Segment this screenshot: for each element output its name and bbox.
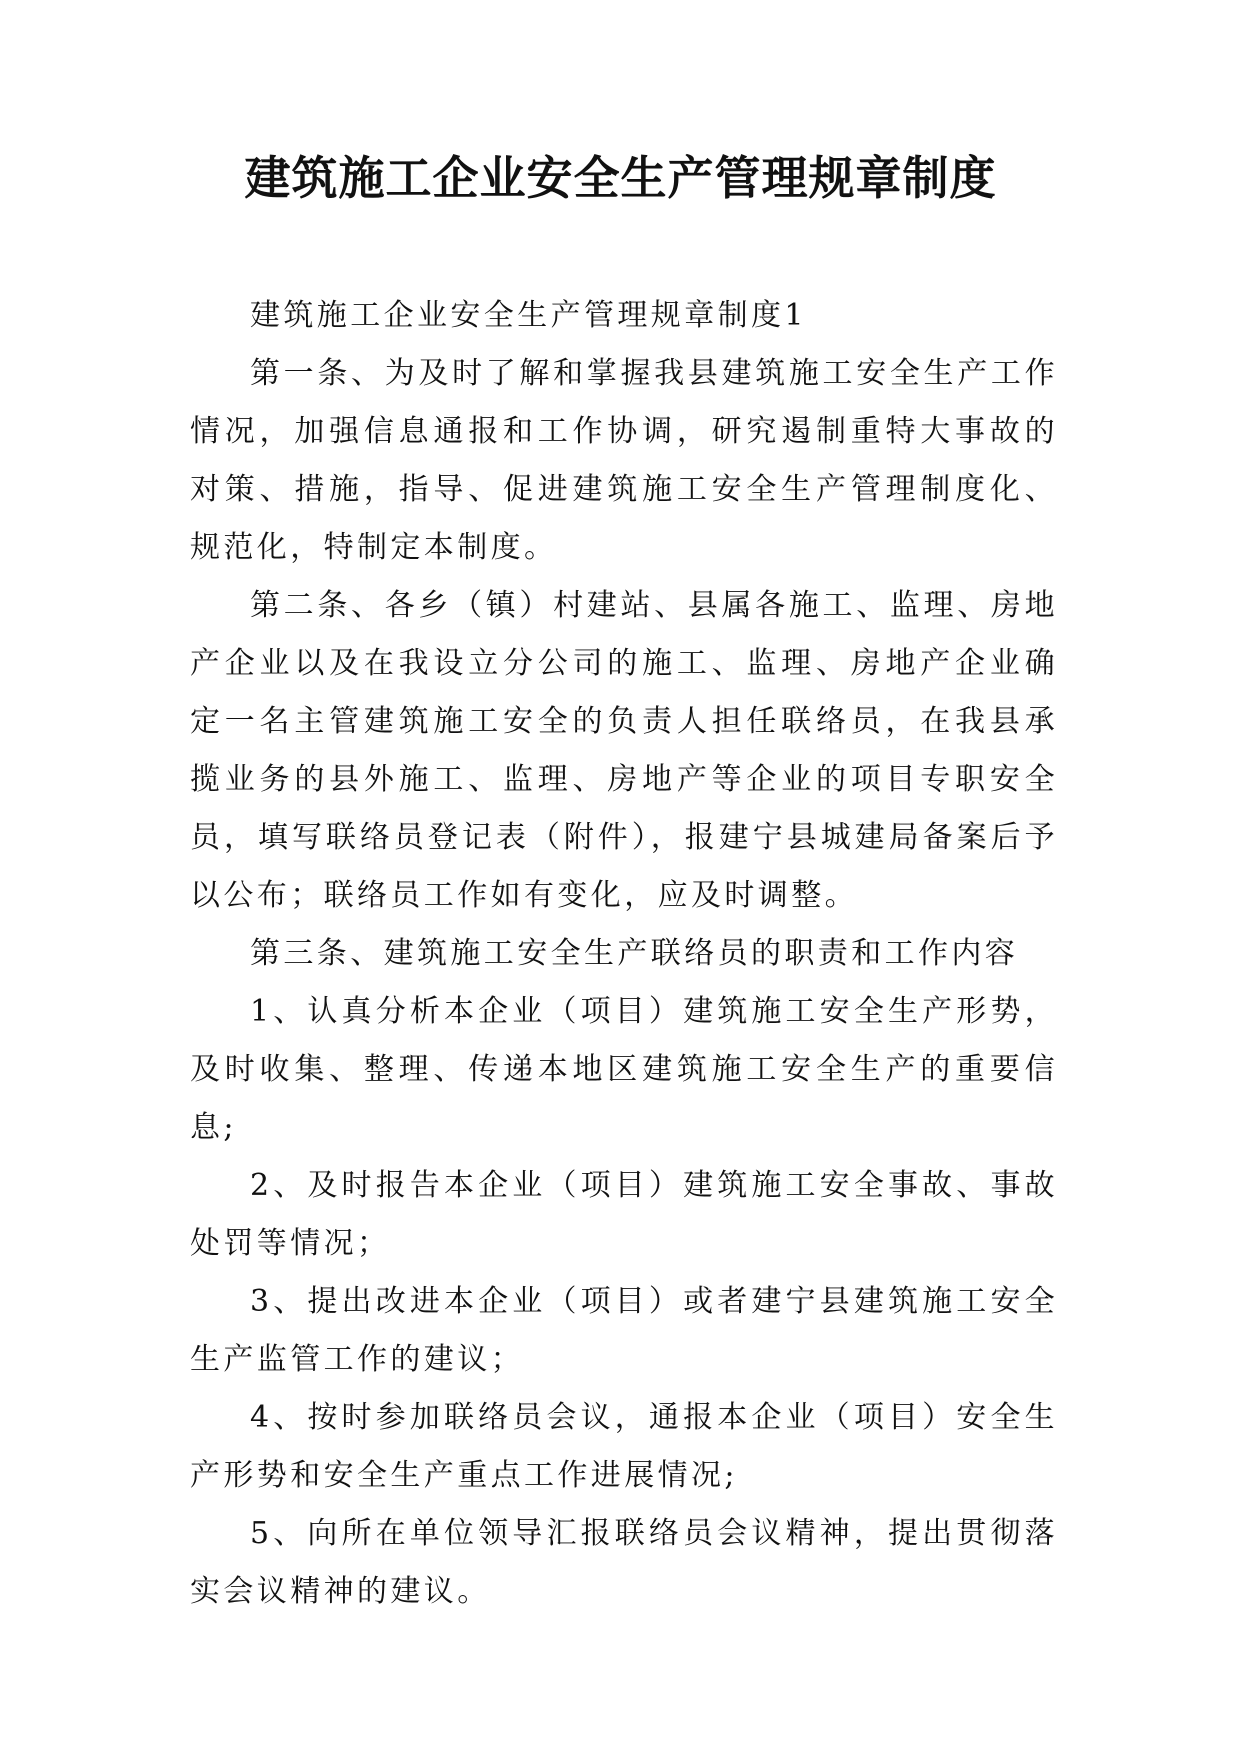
paragraph-article-2: 第二条、各乡（镇）村建站、县属各施工、监理、房地产企业以及在我设立分公司的施工、监理、房地产企业确定一名主管建筑施工安全的负责人担任联络员，在我县承揽业务的县外施工、监理、房地产等企业的项目专职安全员，填写联络员登记表（附件），报建宁县城建局备案后予以公布；联络员工作如有变化，应及时调整。 [190,588,1058,913]
paragraph-article-3: 第三条、建筑施工安全生产联络员的职责和工作内容 [250,936,1019,971]
paragraph-item-2: 2、及时报告本企业（项目）建筑施工安全事故、事故处罚等情况； [190,1168,1058,1261]
paragraph-item-5: 5、向所在单位领导汇报联络员会议精神，提出贯彻落实会议精神的建议。 [190,1516,1058,1609]
paragraph-item-3: 3、提出改进本企业（项目）或者建宁县建筑施工安全生产监管工作的建议； [190,1284,1058,1377]
paragraph-item-1: 1、认真分析本企业（项目）建筑施工安全生产形势，及时收集、整理、传递本地区建筑施工安全生产的重要信息; [190,994,1058,1145]
paragraph-subtitle: 建筑施工企业安全生产管理规章制度1 [250,298,807,333]
paragraph-item-4: 4、按时参加联络员会议，通报本企业（项目）安全生产形势和安全生产重点工作进展情况; [190,1400,1058,1493]
document-body [190,287,1058,1621]
document-title: 建筑施工企业安全生产管理规章制度 [244,151,997,205]
paragraph-article-1: 第一条、为及时了解和掌握我县建筑施工安全生产工作情况，加强信息通报和工作协调，研究遏制重特大事故的对策、措施，指导、促进建筑施工安全生产管理制度化、规范化，特制定本制度。 [190,356,1058,565]
